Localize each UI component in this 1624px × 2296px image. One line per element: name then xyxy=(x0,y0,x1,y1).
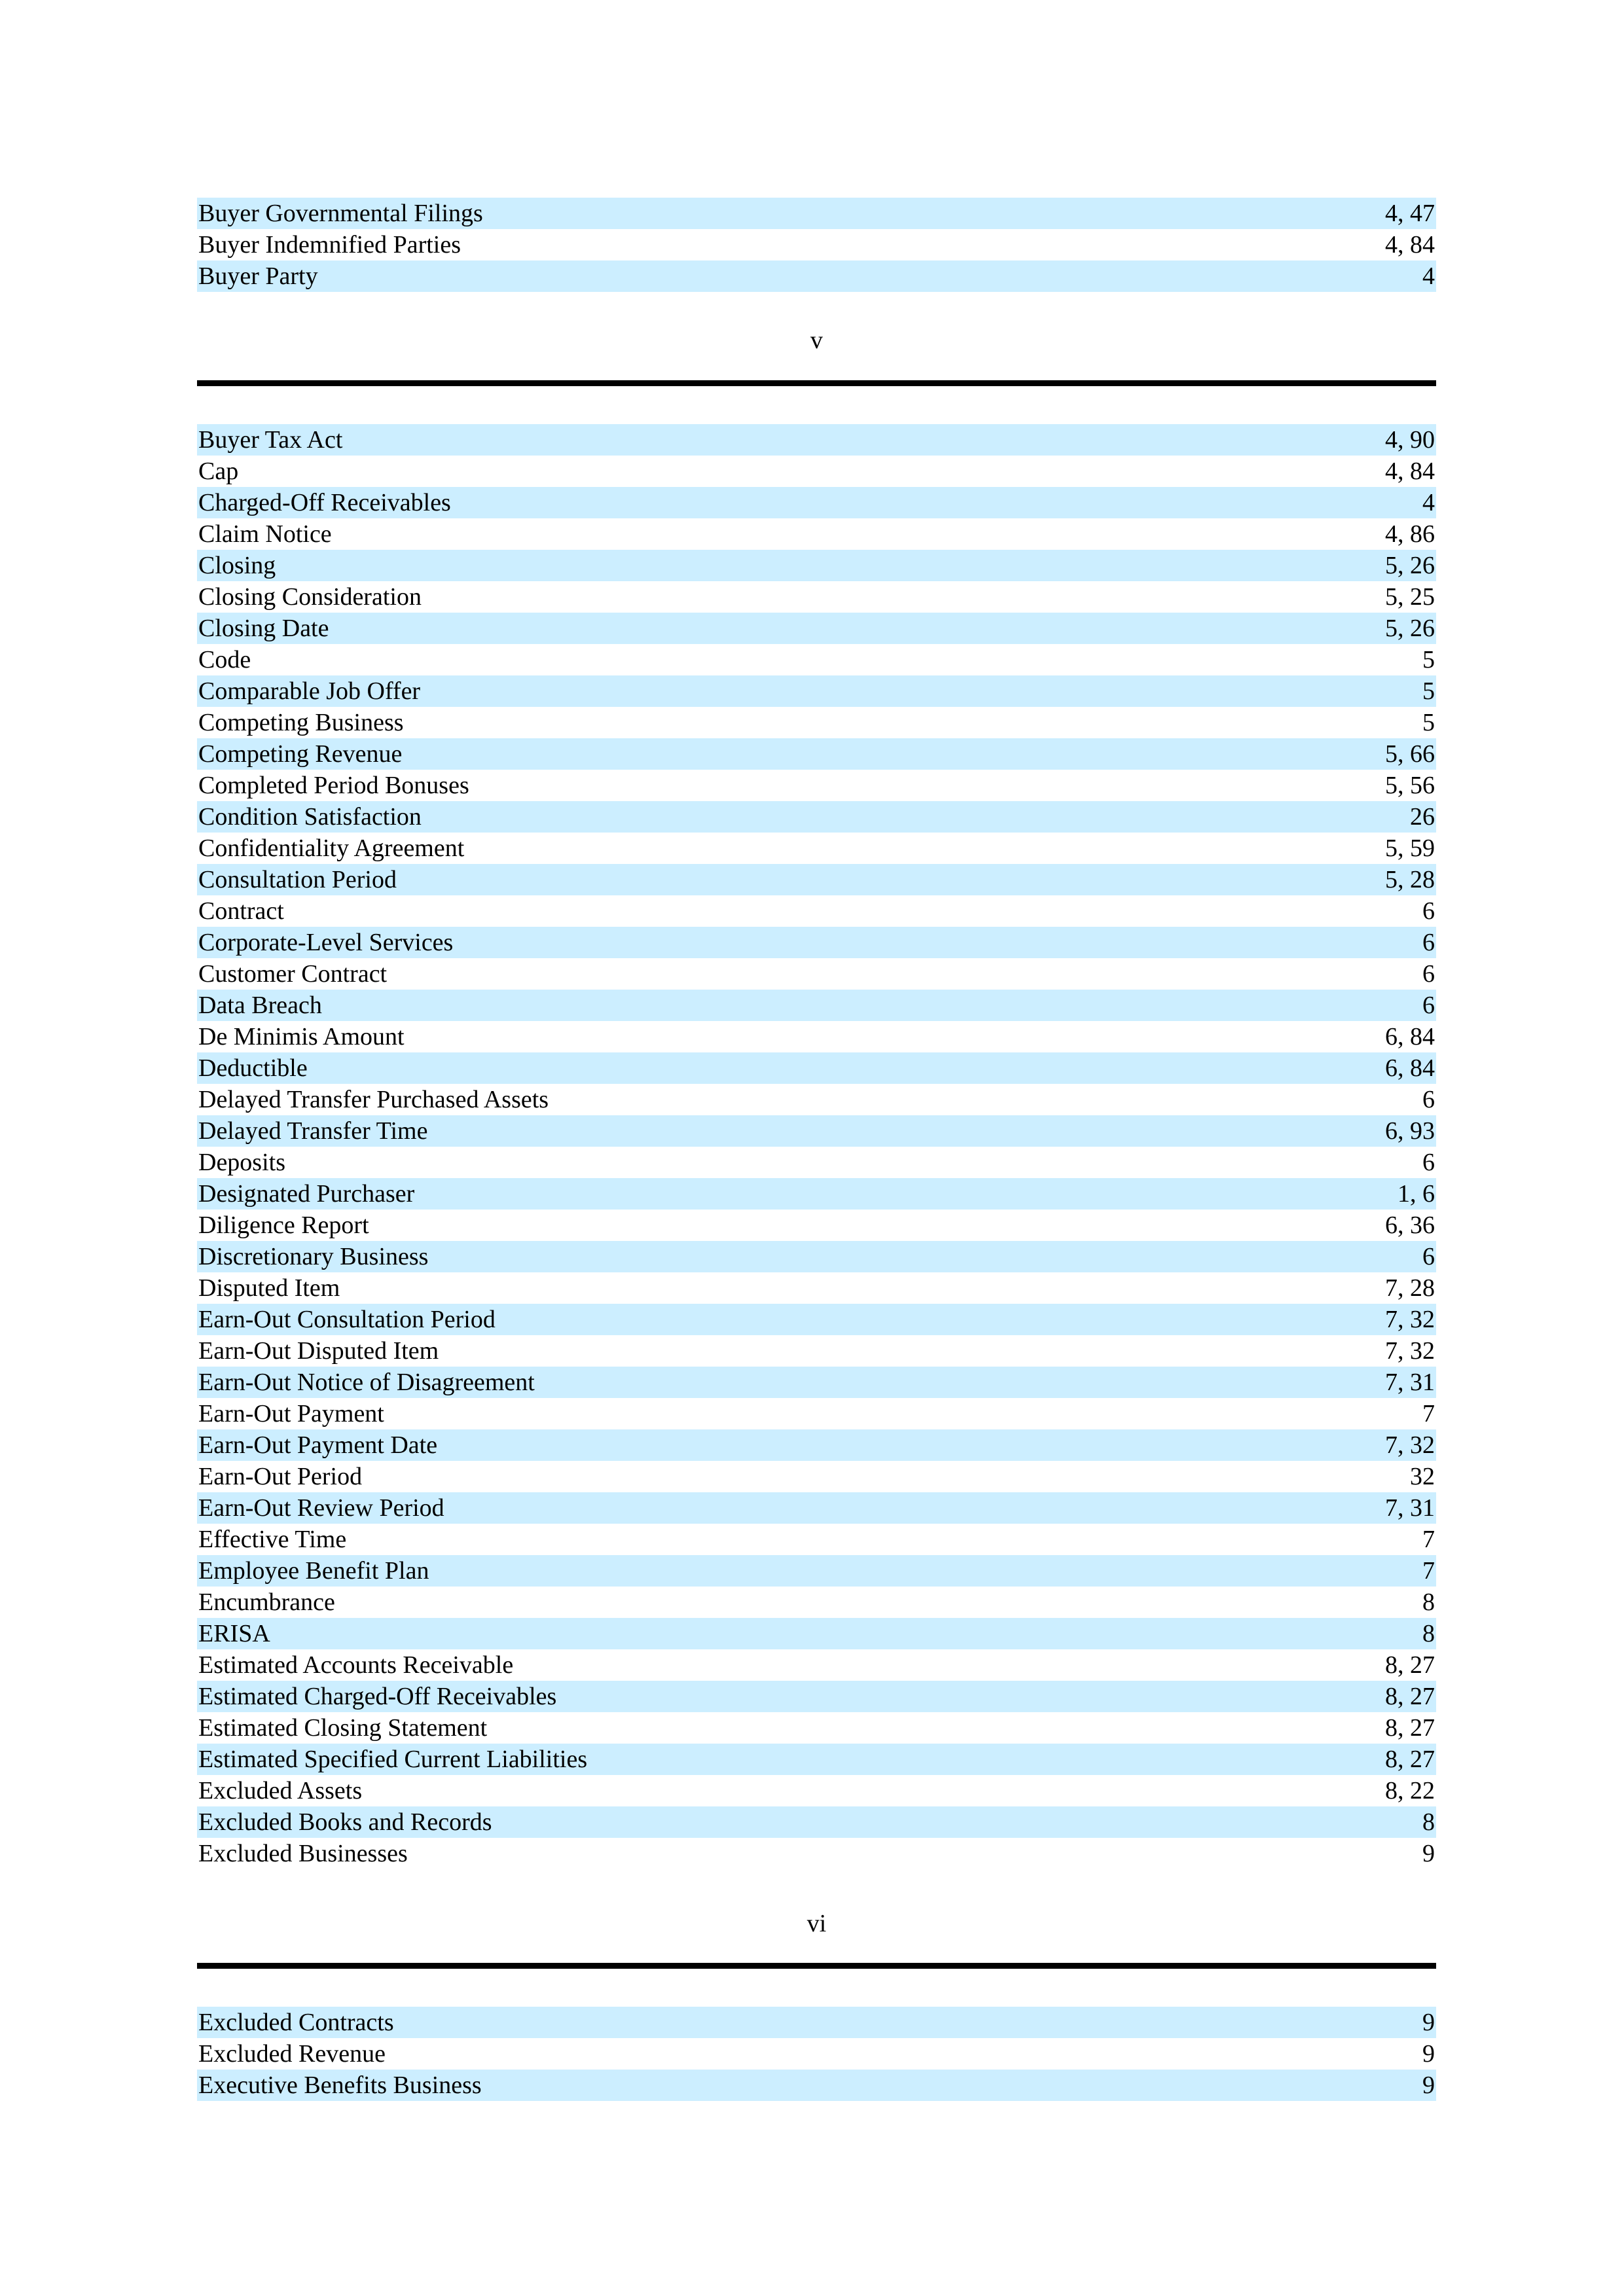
index-page-refs: 7, 28 xyxy=(1385,1274,1435,1302)
page-number-v: v xyxy=(810,327,823,354)
index-entry-row xyxy=(197,424,1436,456)
index-term: Consultation Period xyxy=(198,866,397,893)
index-page-refs: 6 xyxy=(1422,897,1435,925)
index-entry-row xyxy=(197,644,1436,675)
index-entry-row xyxy=(197,833,1436,864)
index-term: Excluded Books and Records xyxy=(198,1808,492,1836)
index-entry-row xyxy=(197,1429,1436,1461)
index-entry-row xyxy=(197,1712,1436,1744)
index-page-refs: 4, 84 xyxy=(1385,231,1435,259)
index-term: Excluded Revenue xyxy=(198,2040,386,2068)
index-term: Contract xyxy=(198,897,284,925)
index-page-refs: 4, 86 xyxy=(1385,520,1435,548)
index-section-main xyxy=(197,424,1436,1869)
index-entry-row xyxy=(197,1524,1436,1555)
index-page-refs: 8, 27 xyxy=(1385,1683,1435,1710)
index-entry-row xyxy=(197,707,1436,738)
index-page-refs: 7 xyxy=(1422,1557,1435,1585)
index-entry-row xyxy=(197,2070,1436,2101)
index-term: De Minimis Amount xyxy=(198,1023,405,1050)
index-term: Employee Benefit Plan xyxy=(198,1557,429,1585)
index-term: Earn-Out Notice of Disagreement xyxy=(198,1369,535,1396)
index-page-refs: 8, 22 xyxy=(1385,1777,1435,1804)
index-entry-row xyxy=(197,1021,1436,1052)
index-term: Buyer Party xyxy=(198,262,318,290)
index-entry-row xyxy=(197,581,1436,613)
index-term: Deposits xyxy=(198,1149,285,1176)
index-page-refs: 5, 66 xyxy=(1385,740,1435,768)
index-page-refs: 9 xyxy=(1422,1840,1435,1867)
index-page-refs: 5 xyxy=(1422,677,1435,705)
index-entry-row xyxy=(197,518,1436,550)
index-entry-row xyxy=(197,1492,1436,1524)
index-entry-row xyxy=(197,958,1436,990)
index-term: Claim Notice xyxy=(198,520,332,548)
index-page-refs: 5, 59 xyxy=(1385,834,1435,862)
index-section-top xyxy=(197,198,1436,292)
index-page-refs: 7 xyxy=(1422,1526,1435,1553)
index-entry-row xyxy=(197,1461,1436,1492)
index-page-refs: 8 xyxy=(1422,1808,1435,1836)
index-entry-row xyxy=(197,738,1436,770)
index-term: Earn-Out Period xyxy=(198,1463,363,1490)
index-term: Diligence Report xyxy=(198,1211,369,1239)
index-entry-row xyxy=(197,487,1436,518)
index-entry-row xyxy=(197,1838,1436,1869)
index-entry-row xyxy=(197,2038,1436,2070)
index-page-refs: 7, 31 xyxy=(1385,1494,1435,1522)
index-entry-row xyxy=(197,1115,1436,1147)
index-term: Customer Contract xyxy=(198,960,388,988)
index-page-refs: 4 xyxy=(1422,262,1435,290)
index-entry-row xyxy=(197,1210,1436,1241)
index-term: Competing Business xyxy=(198,709,404,736)
index-page-refs: 7, 32 xyxy=(1385,1337,1435,1365)
index-entry-row xyxy=(197,613,1436,644)
page-break-rule xyxy=(197,1963,1436,1969)
index-page-refs: 1, 6 xyxy=(1398,1180,1435,1208)
index-page-refs: 8, 27 xyxy=(1385,1746,1435,1773)
index-term: Earn-Out Review Period xyxy=(198,1494,444,1522)
index-term: Completed Period Bonuses xyxy=(198,772,469,799)
index-term: Buyer Indemnified Parties xyxy=(198,231,461,259)
index-term: Charged-Off Receivables xyxy=(198,489,451,516)
index-term: ERISA xyxy=(198,1620,270,1647)
index-term: Executive Benefits Business xyxy=(198,2072,482,2099)
index-entry-row xyxy=(197,895,1436,927)
index-page-refs: 32 xyxy=(1410,1463,1435,1490)
index-page-refs: 4 xyxy=(1422,489,1435,516)
index-page-refs: 7 xyxy=(1422,1400,1435,1427)
index-entry-row xyxy=(197,198,1436,229)
index-page-refs: 5 xyxy=(1422,646,1435,673)
index-term: Comparable Job Offer xyxy=(198,677,421,705)
index-entry-row xyxy=(197,1555,1436,1587)
index-entry-row xyxy=(197,770,1436,801)
page-number-vi: vi xyxy=(806,1910,827,1937)
index-term: Estimated Accounts Receivable xyxy=(198,1651,514,1679)
index-entry-row xyxy=(197,1587,1436,1618)
index-page-refs: 9 xyxy=(1422,2072,1435,2099)
index-term: Excluded Contracts xyxy=(198,2009,394,2036)
index-entry-row xyxy=(197,456,1436,487)
index-page-refs: 4, 47 xyxy=(1385,200,1435,227)
index-entry-row xyxy=(197,1398,1436,1429)
index-term: Effective Time xyxy=(198,1526,347,1553)
index-page-refs: 6, 36 xyxy=(1385,1211,1435,1239)
index-term: Excluded Businesses xyxy=(198,1840,408,1867)
index-term: Earn-Out Consultation Period xyxy=(198,1306,496,1333)
index-entry-row xyxy=(197,1147,1436,1178)
index-entry-row xyxy=(197,1304,1436,1335)
index-term: Cap xyxy=(198,457,239,485)
index-page-refs: 6 xyxy=(1422,992,1435,1019)
index-page-refs: 6, 93 xyxy=(1385,1117,1435,1145)
index-term: Disputed Item xyxy=(198,1274,340,1302)
index-term: Condition Satisfaction xyxy=(198,803,422,831)
index-term: Designated Purchaser xyxy=(198,1180,415,1208)
index-page-refs: 4, 90 xyxy=(1385,426,1435,454)
index-term: Delayed Transfer Purchased Assets xyxy=(198,1086,549,1113)
index-term: Estimated Charged-Off Receivables xyxy=(198,1683,557,1710)
index-entry-row xyxy=(197,1681,1436,1712)
index-entry-row xyxy=(197,1084,1436,1115)
index-term: Code xyxy=(198,646,251,673)
index-entry-row xyxy=(197,1649,1436,1681)
index-term: Discretionary Business xyxy=(198,1243,429,1270)
index-page-refs: 6 xyxy=(1422,960,1435,988)
index-entry-row xyxy=(197,1618,1436,1649)
index-page-refs: 7, 32 xyxy=(1385,1306,1435,1333)
index-page-refs: 5, 56 xyxy=(1385,772,1435,799)
index-entry-row xyxy=(197,675,1436,707)
index-page-refs: 8 xyxy=(1422,1620,1435,1647)
index-entry-row xyxy=(197,927,1436,958)
index-entry-row xyxy=(197,1241,1436,1272)
index-entry-row xyxy=(197,1052,1436,1084)
index-entry-row xyxy=(197,1744,1436,1775)
index-term: Data Breach xyxy=(198,992,322,1019)
index-page-refs: 5, 26 xyxy=(1385,615,1435,642)
index-term: Deductible xyxy=(198,1054,308,1082)
index-entry-row xyxy=(197,1272,1436,1304)
index-page-refs: 6, 84 xyxy=(1385,1054,1435,1082)
index-term: Delayed Transfer Time xyxy=(198,1117,428,1145)
index-page-refs: 8, 27 xyxy=(1385,1714,1435,1742)
index-page-refs: 9 xyxy=(1422,2040,1435,2068)
index-entry-row xyxy=(197,1806,1436,1838)
index-term: Corporate-Level Services xyxy=(198,929,454,956)
index-entry-row xyxy=(197,229,1436,260)
index-entry-row xyxy=(197,801,1436,833)
index-term: Competing Revenue xyxy=(198,740,403,768)
index-page-refs: 8 xyxy=(1422,1588,1435,1616)
index-page-refs: 9 xyxy=(1422,2009,1435,2036)
index-page-refs: 6 xyxy=(1422,1149,1435,1176)
index-term: Encumbrance xyxy=(198,1588,335,1616)
index-section-bottom xyxy=(197,2007,1436,2101)
index-term: Earn-Out Disputed Item xyxy=(198,1337,439,1365)
index-term: Estimated Closing Statement xyxy=(198,1714,488,1742)
index-entry-row xyxy=(197,550,1436,581)
index-page-refs: 7, 31 xyxy=(1385,1369,1435,1396)
index-page-refs: 8, 27 xyxy=(1385,1651,1435,1679)
index-page-refs: 5, 25 xyxy=(1385,583,1435,611)
index-page-refs: 4, 84 xyxy=(1385,457,1435,485)
index-term: Closing Date xyxy=(198,615,329,642)
index-term: Closing xyxy=(198,552,276,579)
index-term: Confidentiality Agreement xyxy=(198,834,465,862)
index-page-refs: 6 xyxy=(1422,1086,1435,1113)
index-entry-row xyxy=(197,1335,1436,1367)
index-page-refs: 5, 28 xyxy=(1385,866,1435,893)
index-term: Earn-Out Payment Date xyxy=(198,1431,438,1459)
index-term: Closing Consideration xyxy=(198,583,422,611)
index-page-refs: 26 xyxy=(1410,803,1435,831)
index-entry-row xyxy=(197,260,1436,292)
index-term: Buyer Governmental Filings xyxy=(198,200,483,227)
index-entry-row xyxy=(197,990,1436,1021)
index-entry-row xyxy=(197,1367,1436,1398)
index-term: Estimated Specified Current Liabilities xyxy=(198,1746,588,1773)
index-page-refs: 6 xyxy=(1422,1243,1435,1270)
index-entry-row xyxy=(197,1178,1436,1210)
index-entry-row xyxy=(197,1775,1436,1806)
index-term: Buyer Tax Act xyxy=(198,426,343,454)
index-entry-row xyxy=(197,864,1436,895)
index-page-refs: 6, 84 xyxy=(1385,1023,1435,1050)
index-term: Excluded Assets xyxy=(198,1777,363,1804)
index-page-refs: 5 xyxy=(1422,709,1435,736)
index-page-refs: 6 xyxy=(1422,929,1435,956)
index-entry-row xyxy=(197,2007,1436,2038)
index-term: Earn-Out Payment xyxy=(198,1400,384,1427)
index-page-refs: 5, 26 xyxy=(1385,552,1435,579)
index-page-refs: 7, 32 xyxy=(1385,1431,1435,1459)
page-break-rule xyxy=(197,380,1436,386)
